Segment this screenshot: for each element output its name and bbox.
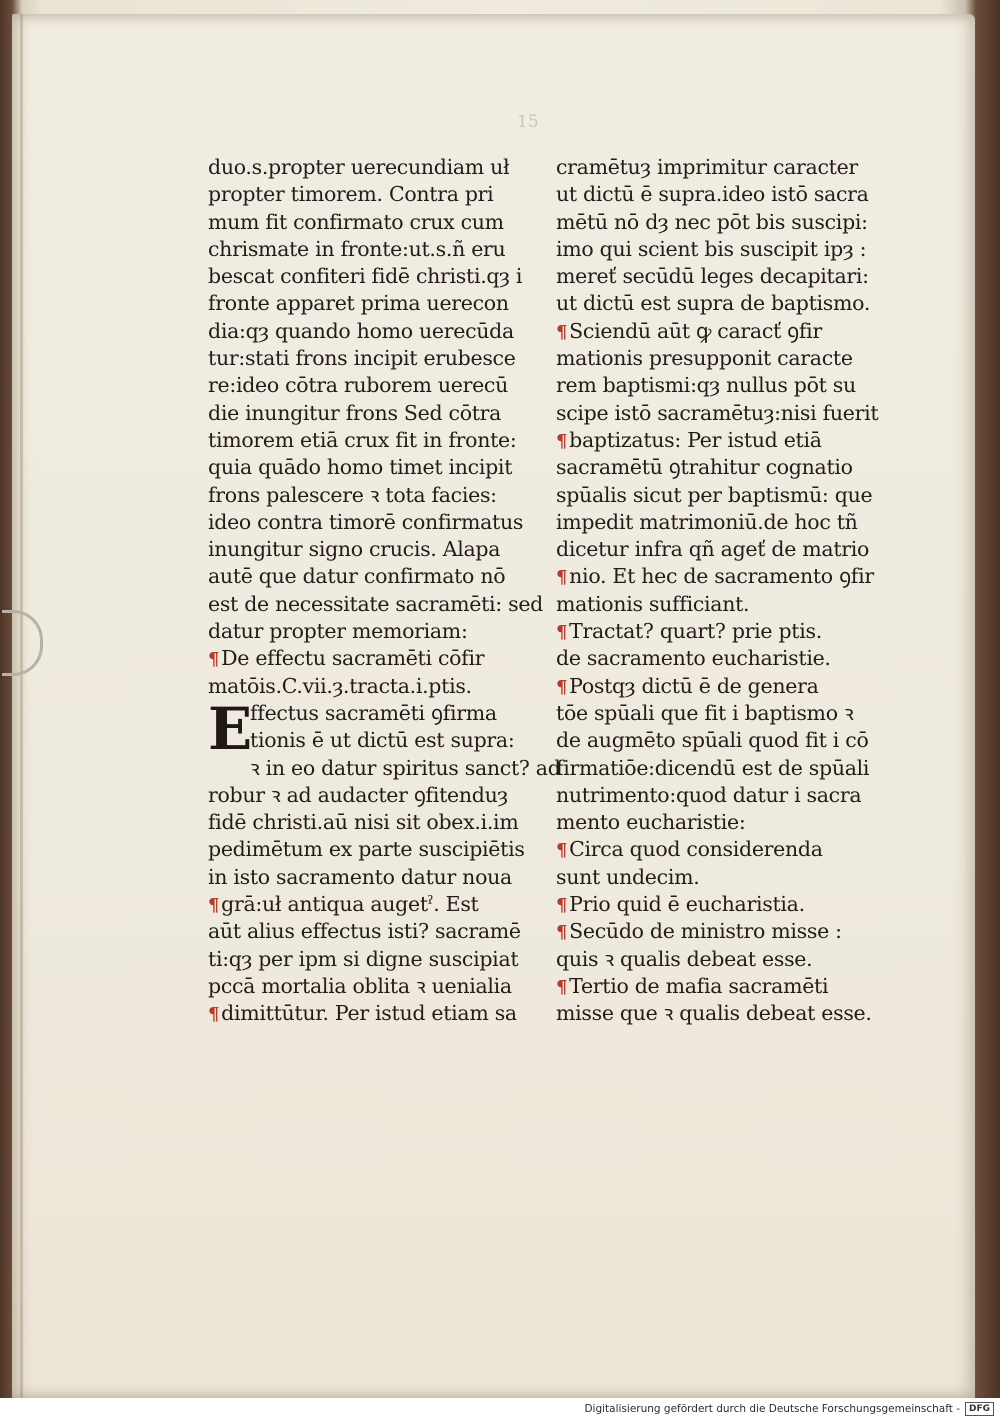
text-line (556, 181, 876, 208)
pilcrow-icon: ¶ (556, 976, 568, 998)
text-line-content: dicetur infra qñ ageť de matrio (556, 537, 870, 562)
text-line-content: Circa quod considerenda (569, 837, 823, 862)
text-line (556, 290, 876, 317)
text-line (556, 727, 876, 754)
left-column (208, 154, 561, 1028)
text-line (208, 372, 526, 399)
text-line (556, 918, 876, 945)
text-line (208, 154, 526, 181)
dfg-logo-icon: DFG (965, 1402, 994, 1416)
text-line-content: imo qui scient bis suscipit ipȝ : (556, 236, 867, 261)
text-line (556, 400, 879, 427)
text-line (556, 454, 876, 481)
text-line (208, 755, 561, 782)
text-line-content: Sciendū aūt ꝙ caracť ꝯfir (569, 318, 822, 343)
text-line-content: quis ꝛ qualis debeat esse. (556, 946, 813, 971)
text-line (556, 236, 876, 263)
text-line-content: dia:qȝ quando homo uerecūda (208, 318, 514, 343)
text-line (208, 946, 526, 973)
footer-credit: Digitalisierung gefördert durch die Deutsche Forschungsgemeinschaft - (584, 1402, 960, 1415)
right-column (556, 154, 879, 1028)
text-line-content: re:ideo cōtra ruborem uerecū (208, 373, 509, 398)
text-line (208, 454, 526, 481)
text-line (208, 782, 526, 809)
text-line-content: est de necessitate sacramēti: sed (208, 591, 543, 616)
text-line (208, 727, 526, 754)
text-line (556, 536, 876, 563)
text-line-content: mum fit confirmato crux cum (208, 209, 504, 234)
text-line-content: rem baptismi:qȝ nullus pōt su (556, 373, 856, 398)
text-line-content: ꝛ in eo datur spiritus sanct? ad (250, 755, 561, 780)
text-line-content: sunt undecim. (556, 864, 700, 889)
text-line-content: Postqȝ dictū ē de genera (569, 673, 819, 698)
text-line-content: ti:qȝ per ipm si digne suscipiat (208, 946, 519, 971)
text-line-content: tōe spūali que fit i baptismo ꝛ (556, 700, 854, 725)
text-line (556, 973, 876, 1000)
pilcrow-icon: ¶ (556, 622, 568, 644)
text-line (556, 782, 876, 809)
text-line-content: firmatiōe:dicendū est de spūali (556, 755, 870, 780)
drop-cap-initial: E (208, 694, 252, 763)
text-line-content: mento eucharistie: (556, 810, 746, 835)
text-line (556, 809, 876, 836)
text-line (556, 618, 876, 645)
pilcrow-icon: ¶ (556, 840, 568, 862)
pilcrow-icon: ¶ (208, 895, 220, 917)
text-line-content: quia quādo homo timet incipit (208, 455, 513, 480)
text-line-content: grā:uł antiqua augetˀ. Est (221, 892, 479, 917)
text-line (556, 482, 876, 509)
text-line (208, 181, 526, 208)
text-line (208, 536, 526, 563)
pilcrow-icon: ¶ (556, 567, 568, 589)
text-line-content: impedit matrimoniū.de hoc tñ (556, 509, 858, 534)
text-line-content: die inungitur frons Sed cōtra (208, 400, 502, 425)
text-line-content: autē que datur confirmato nō (208, 564, 506, 589)
pilcrow-icon: ¶ (556, 922, 568, 944)
text-line (556, 946, 876, 973)
text-line (208, 290, 526, 317)
text-line-content: ut dictū est supra de baptismo. (556, 291, 871, 316)
text-line-content: duo.s.propter uerecundiam uł (208, 155, 510, 179)
pilcrow-icon: ¶ (208, 649, 220, 671)
text-line-content: scipe istō sacramētuȝ:nisi fuerit (556, 400, 879, 425)
text-line (556, 318, 876, 345)
text-line-content: ffectus sacramēti ꝯfirma (250, 700, 497, 725)
text-line-content: timorem etiā crux fit in fronte: (208, 427, 517, 452)
text-line-content: Tertio de mafia sacramēti (569, 973, 829, 998)
text-line (556, 591, 876, 618)
text-line (556, 836, 876, 863)
text-line (556, 673, 876, 700)
text-line (208, 673, 526, 700)
text-line-content: robur ꝛ ad audacter ꝯfitenduȝ (208, 782, 508, 807)
text-line (208, 345, 526, 372)
text-line-content: fidē christi.aū nisi sit obex.i.im (208, 810, 519, 835)
text-line (556, 263, 876, 290)
text-line (208, 591, 543, 618)
text-line-content: mationis presupponit caracte (556, 346, 853, 371)
text-line-content: matōis.C.vii.ȝ.tracta.i.ptis. (208, 673, 472, 698)
pilcrow-icon: ¶ (556, 676, 568, 698)
text-line-content: datur propter memoriam: (208, 619, 468, 644)
text-line-content: mereť secūdū leges decapitari: (556, 264, 869, 289)
text-line (556, 755, 876, 782)
text-line (556, 1000, 876, 1027)
text-line (208, 618, 526, 645)
text-line (208, 482, 526, 509)
text-line (208, 1000, 526, 1027)
pilcrow-icon: ¶ (556, 430, 568, 452)
text-line-content: mationis sufficiant. (556, 591, 750, 616)
text-line (208, 236, 526, 263)
text-line (556, 645, 876, 672)
folio-mark: 15 (517, 112, 539, 132)
footer-bar (0, 1398, 1000, 1419)
text-line-content: pccā mortalia oblita ꝛ uenialia (208, 973, 512, 998)
text-line-content: chrismate in fronte:ut.s.ñ eru (208, 236, 506, 261)
text-line (208, 209, 526, 236)
text-line-content: propter timorem. Contra pri (208, 182, 494, 207)
text-line (208, 509, 526, 536)
text-line-content: pedimētum ex parte suscipiētis (208, 837, 525, 862)
text-line-content: baptizatus: Per istud etiā (569, 427, 822, 452)
text-line-content: inungitur signo crucis. Alapa (208, 537, 501, 562)
text-line (208, 563, 526, 590)
text-line (208, 864, 526, 891)
text-line (208, 891, 526, 918)
text-line (556, 427, 876, 454)
text-line-content: in isto sacramento datur noua (208, 864, 512, 889)
text-line-content: spūalis sicut per baptismū: que (556, 482, 873, 507)
text-line-content: De effectu sacramēti cōfir (221, 646, 485, 671)
text-line (556, 509, 876, 536)
text-line-content: Tractat? quart? prie ptis. (569, 619, 822, 644)
text-line (556, 700, 876, 727)
text-line-content: aūt alius effectus isti? sacramē (208, 919, 521, 944)
text-line-content: de augmēto spūali quod fit i cō (556, 728, 869, 753)
text-line-content: ut dictū ē supra.ideo istō sacra (556, 182, 869, 207)
text-line (208, 809, 526, 836)
page-edge (20, 14, 23, 1398)
text-line-content: cramētuȝ imprimitur caracter (556, 155, 858, 179)
text-line-content: tionis ē ut dictū est supra: (250, 728, 515, 753)
text-line-content: misse que ꝛ qualis debeat esse. (556, 1001, 872, 1026)
pilcrow-icon: ¶ (556, 321, 568, 343)
text-line-content: ideo contra timorē confirmatus (208, 509, 524, 534)
text-line-content: nio. Et hec de sacramento ꝯfir (569, 564, 874, 589)
text-line (556, 345, 876, 372)
pilcrow-icon: ¶ (208, 1004, 220, 1026)
text-line-content: de sacramento eucharistie. (556, 646, 831, 671)
text-line-content: fronte apparet prima uerecon (208, 291, 509, 316)
text-line (208, 645, 526, 672)
text-line (208, 263, 526, 290)
text-line-content: bescat confiteri fidē christi.qȝ i (208, 264, 523, 289)
text-line (556, 154, 876, 181)
text-line (556, 372, 876, 399)
text-line-content: Prio quid ē eucharistia. (569, 892, 805, 917)
text-line (208, 918, 526, 945)
text-line-content: Secūdo de ministro misse : (569, 919, 842, 944)
text-line-content: mētū nō dȝ nec pōt bis suscipi: (556, 209, 868, 234)
text-line (556, 891, 876, 918)
text-line-content: tur:stati frons incipit erubesce (208, 346, 516, 371)
pilcrow-icon: ¶ (556, 895, 568, 917)
text-line (556, 563, 876, 590)
text-line (208, 973, 526, 1000)
text-line (556, 209, 876, 236)
text-line (208, 836, 526, 863)
text-line-content: dimittūtur. Per istud etiam sa (221, 1001, 517, 1026)
text-line-content: frons palescere ꝛ tota facies: (208, 482, 497, 507)
text-line-content: nutrimento:quod datur i sacra (556, 782, 862, 807)
text-line-content: sacramētū ꝯtrahitur cognatio (556, 455, 853, 480)
text-line (208, 400, 526, 427)
text-line (208, 427, 526, 454)
text-line (556, 864, 876, 891)
text-line (208, 318, 526, 345)
